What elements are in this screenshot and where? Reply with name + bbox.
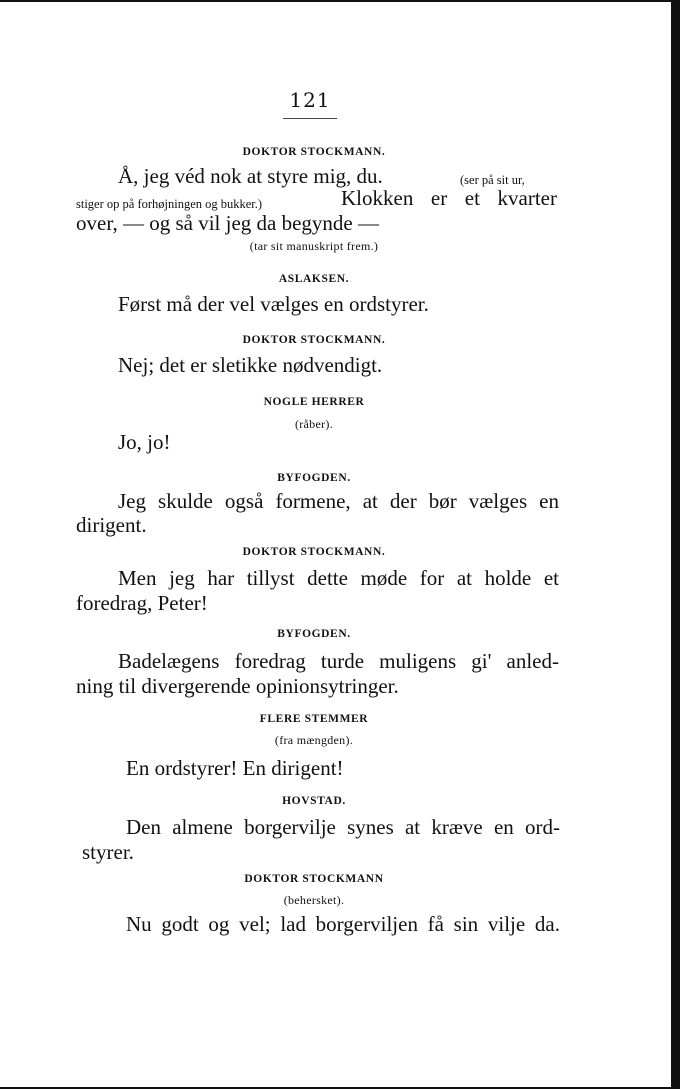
page-number: 121 [289,88,331,112]
dialogue-line: dirigent. [76,513,147,537]
dialogue-line: styrer. [82,840,134,864]
speaker-label: FLERE STEMMER [259,713,369,725]
speaker-label: ASLAKSEN. [278,273,350,285]
dialogue-line: over, — og så vil jeg da begynde — [76,211,380,235]
dialogue-line: Nej; det er sletikke nødvendigt. [118,353,383,377]
stage-direction: (råber). [294,417,334,431]
page-number-rule [283,118,337,119]
dialogue-text: Å, jeg véd nok at styre mig, du. [118,164,383,188]
stage-direction: (tar sit manuskript frem.) [249,239,379,253]
dialogue-line [118,164,383,188]
scan-border-top [0,0,671,2]
dialogue-line: Jo, jo! [118,430,171,454]
speaker-label: DOKTOR STOCKMANN. [242,546,386,558]
scan-border-right [671,0,680,1089]
dialogue-line: foredrag, Peter! [76,591,208,615]
inline-stage-direction: (ser på sit ur, [460,173,525,187]
dialogue-line: Jeg skulde også formene, at der bør vælges en [118,489,559,513]
dialogue-line: Først må der vel vælges en ordstyrer. [118,292,429,316]
dialogue-line: ning til divergerende opinionsytringer. [76,674,399,698]
speaker-label: BYFOGDEN. [277,472,351,484]
stage-direction: (fra mængden). [274,733,354,747]
speaker-label: DOKTOR STOCKMANN [244,873,384,885]
speaker-label: DOKTOR STOCKMANN. [242,146,386,158]
speaker-label: NOGLE HERRER [263,396,365,408]
dialogue-line: En ordstyrer! En dirigent! [126,756,344,780]
dialogue-line: Nu godt og vel; lad borgerviljen få sin vilje da. [126,912,560,936]
dialogue-line: Den almene borgervilje synes at kræve en ord- [126,815,560,839]
speaker-label: BYFOGDEN. [277,628,351,640]
speaker-label: HOVSTAD. [282,795,346,807]
dialogue-line: Badelægens foredrag turde muligens gi' anled- [118,649,559,673]
speaker-label: DOKTOR STOCKMANN. [242,334,386,346]
stage-direction: (behersket). [283,893,345,907]
dialogue-line: Men jeg har tillyst dette møde for at holde et [118,566,559,590]
dialogue-text: Klokken er et kvarter [341,186,557,210]
inline-stage-direction: stiger op på forhøjningen og bukker.) [76,197,263,211]
